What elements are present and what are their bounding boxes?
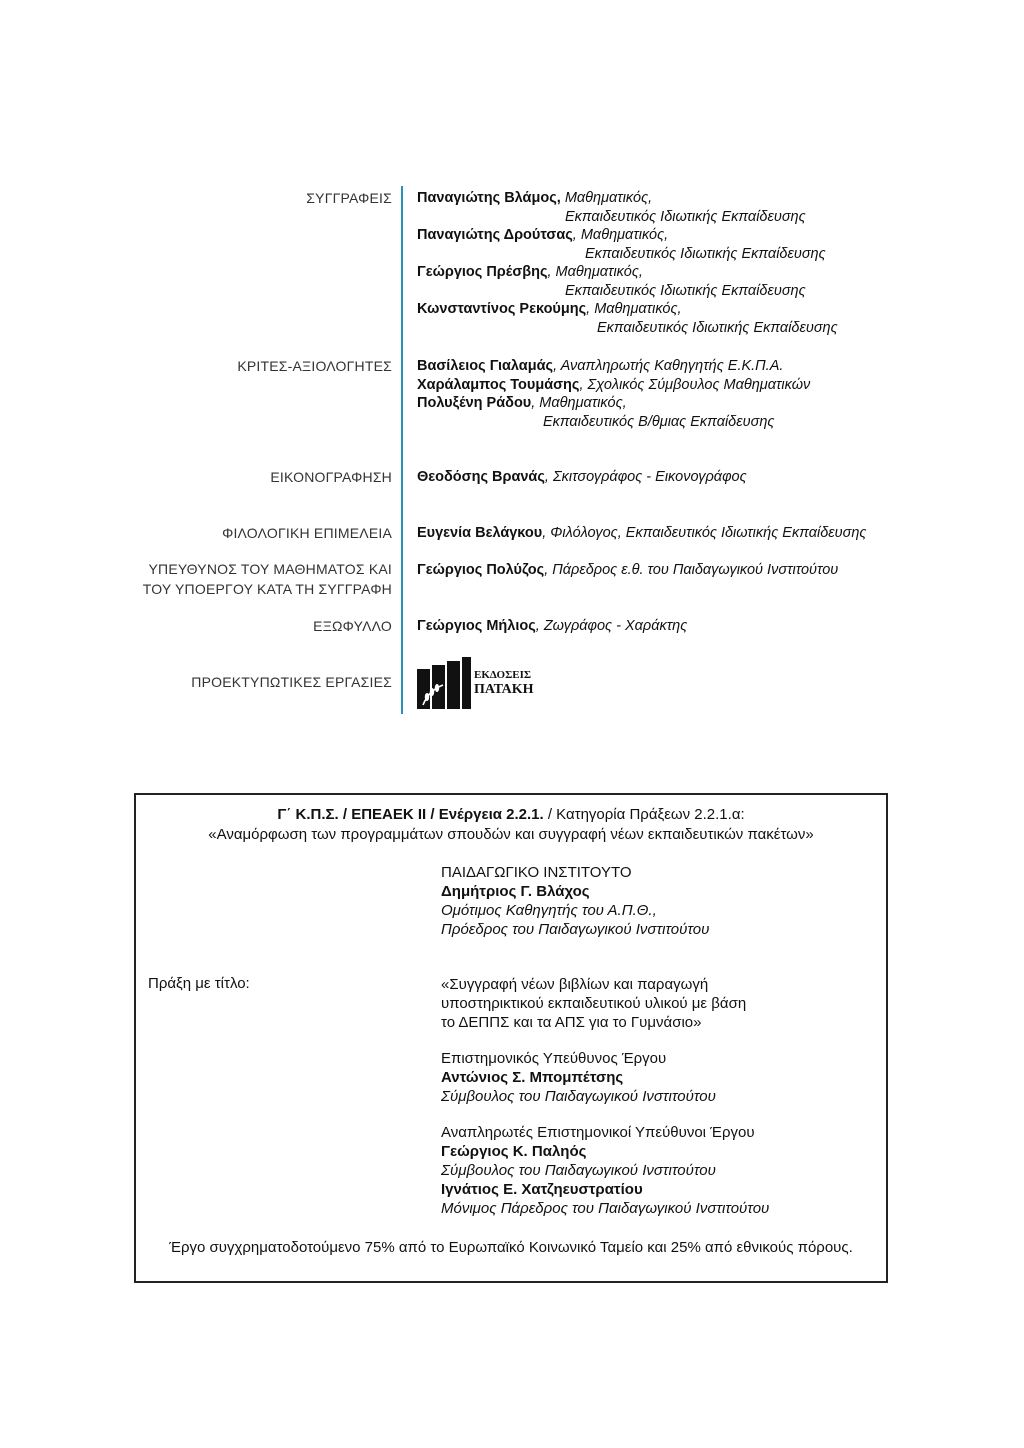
- divider-line: [401, 186, 403, 714]
- author-name: Παναγιώτης Βλάμος,: [417, 190, 561, 206]
- responsible-credit: [417, 561, 838, 580]
- prepress-label: ΠΡΟΕΚΤΥΠΩΤΙΚΕΣ ΕΡΓΑΣΙΕΣ: [191, 674, 392, 690]
- author-role: Εκπαιδευτικός Ιδιωτικής Εκπαίδευσης: [597, 319, 838, 336]
- sci-resp-label: Επιστημονικός Υπεύθυνος Έργου: [441, 1050, 667, 1067]
- institute-name: ΠΑΙΔΑΓΩΓΙΚΟ ΙΝΣΤΙΤΟΥΤΟ: [441, 864, 632, 881]
- program-title: Γ΄ Κ.Π.Σ. / ΕΠΕΑΕΚ ΙΙ / Ενέργεια 2.2.1.: [277, 806, 544, 823]
- author-name: Γεώργιος Πρέσβης: [417, 264, 548, 280]
- action-title-block: [441, 975, 746, 1032]
- sci-resp-name: Αντώνιος Σ. Μπομπέτσης: [441, 1069, 624, 1086]
- responsible-role: , Πάρεδρος ε.θ. του Παιδαγωγικού Ινστιτούτου: [544, 562, 839, 578]
- cover-artist-name: Γεώργιος Μήλιος: [417, 618, 536, 634]
- author-role: Εκπαιδευτικός Ιδιωτικής Εκπαίδευσης: [565, 282, 806, 299]
- editor-name: Ευγενία Βελάγκου: [417, 525, 543, 541]
- cover-credit: [417, 617, 687, 636]
- action-label: Πράξη με τίτλο:: [148, 975, 250, 992]
- cover-artist-role: , Ζωγράφος - Χαράκτης: [535, 618, 688, 634]
- deputy-name: Γεώργιος Κ. Παληός: [441, 1143, 587, 1160]
- author-role: , Μαθηματικός,: [586, 301, 682, 317]
- illustrator-role: , Σκιτσογράφος - Εικονογράφος: [544, 469, 747, 485]
- box-header: [136, 805, 886, 845]
- author-role: Εκπαιδευτικός Ιδιωτικής Εκπαίδευσης: [565, 208, 806, 225]
- publisher-logo-line1: ΕΚΔΟΣΕΙΣ: [474, 669, 532, 681]
- action-title: υποστηρικτικού εκπαιδευτικού υλικού με βάση: [441, 995, 747, 1012]
- funding-note: Έργο συγχρηματοδοτούμενο 75% από το Ευρωπαϊκό Κοινωνικό Ταμείο και 25% από εθνικούς πόρους.: [169, 1239, 853, 1256]
- responsible-label-2: ΤΟΥ ΥΠΟΕΡΓΟΥ ΚΑΤΑ ΤΗ ΣΥΓΓΡΑΦΗ: [142, 581, 392, 597]
- reviewer-role: , Αναπληρωτής Καθηγητής Ε.Κ.Π.Α.: [553, 358, 784, 374]
- deputy-label: Αναπληρωτές Επιστημονικοί Υπεύθυνοι Έργου: [441, 1124, 755, 1141]
- reviewer-role: , Σχολικός Σύμβουλος Μαθηματικών: [579, 376, 811, 393]
- author-role: , Μαθηματικός,: [572, 227, 669, 243]
- reviewer-role: Εκπαιδευτικός Β/θμιας Εκπαίδευσης: [543, 413, 775, 430]
- deputy-role: Σύμβουλος του Παιδαγωγικού Ινστιτούτου: [441, 1162, 716, 1179]
- president-name: Δημήτριος Γ. Βλάχος: [441, 883, 590, 900]
- responsible-name: Γεώργιος Πολύζος: [417, 562, 545, 578]
- author-name: Κωνσταντίνος Ρεκούμης: [417, 301, 587, 317]
- authors-list: [417, 189, 838, 337]
- funding-box: [134, 793, 888, 1283]
- illustration-credit: [417, 468, 747, 487]
- sci-resp-role: Σύμβουλος του Παιδαγωγικού Ινστιτούτου: [441, 1088, 716, 1105]
- authors-label: ΣΥΓΓΡΑΦΕΙΣ: [306, 190, 392, 206]
- author-role: Μαθηματικός,: [564, 190, 653, 206]
- illustrator-name: Θεοδόσης Βρανάς: [417, 469, 545, 485]
- action-title: «Συγγραφή νέων βιβλίων και παραγωγή: [441, 976, 709, 993]
- cover-label: ΕΞΩΦΥΛΛΟ: [313, 618, 392, 634]
- reviewer-name: Χαράλαμπος Τουμάσης: [417, 376, 580, 393]
- scientific-responsible-block: [441, 1049, 716, 1106]
- illustration-label: ΕΙΚΟΝΟΓΡΑΦΗΣΗ: [270, 469, 392, 485]
- author-role: , Μαθηματικός,: [547, 264, 643, 280]
- reviewers-label: ΚΡΙΤΕΣ-ΑΞΙΟΛΟΓΗΤΕΣ: [237, 358, 392, 374]
- reviewer-role: , Μαθηματικός,: [531, 395, 627, 411]
- president-role: Ομότιμος Καθηγητής του Α.Π.Θ.,: [441, 902, 657, 919]
- deputy-block: [441, 1123, 769, 1218]
- president-role: Πρόεδρος του Παιδαγωγικού Ινστιτούτου: [441, 921, 710, 938]
- reviewers-list: [417, 357, 810, 431]
- responsible-label-1: ΥΠΕΥΘΥΝΟΣ ΤΟΥ ΜΑΘΗΜΑΤΟΣ ΚΑΙ: [148, 561, 392, 577]
- editing-label: ΦΙΛΟΛΟΓΙΚΗ ΕΠΙΜΕΛΕΙΑ: [222, 525, 392, 541]
- reviewer-name: Πολυξένη Ράδου: [417, 395, 532, 411]
- reviewer-name: Βασίλειος Γιαλαμάς: [417, 358, 554, 374]
- author-name: Παναγιώτης Δρούτσας: [417, 227, 573, 243]
- institute-block: [441, 863, 709, 939]
- action-title: το ΔΕΠΠΣ και τα ΑΠΣ για το Γυμνάσιο»: [441, 1014, 702, 1031]
- editing-credit: [417, 524, 866, 543]
- deputy-role: Μόνιμος Πάρεδρος του Παιδαγωγικού Ινστιτούτου: [441, 1200, 770, 1217]
- publisher-logo: [417, 655, 547, 711]
- deputy-name: Ιγνάτιος Ε. Χατζηευστρατίου: [441, 1181, 643, 1198]
- program-description: «Αναμόρφωση των προγραμμάτων σπουδών και συγγραφή νέων εκπαιδευτικών πακέτων»: [208, 826, 814, 843]
- publisher-logo-line2: ΠΑΤΑΚΗ: [474, 682, 534, 697]
- program-category: / Κατηγορία Πράξεων 2.2.1.α:: [543, 806, 745, 823]
- author-role: Εκπαιδευτικός Ιδιωτικής Εκπαίδευσης: [585, 245, 826, 262]
- editor-role: , Φιλόλογος, Εκπαιδευτικός Ιδιωτικής Εκπαίδευσης: [542, 525, 867, 541]
